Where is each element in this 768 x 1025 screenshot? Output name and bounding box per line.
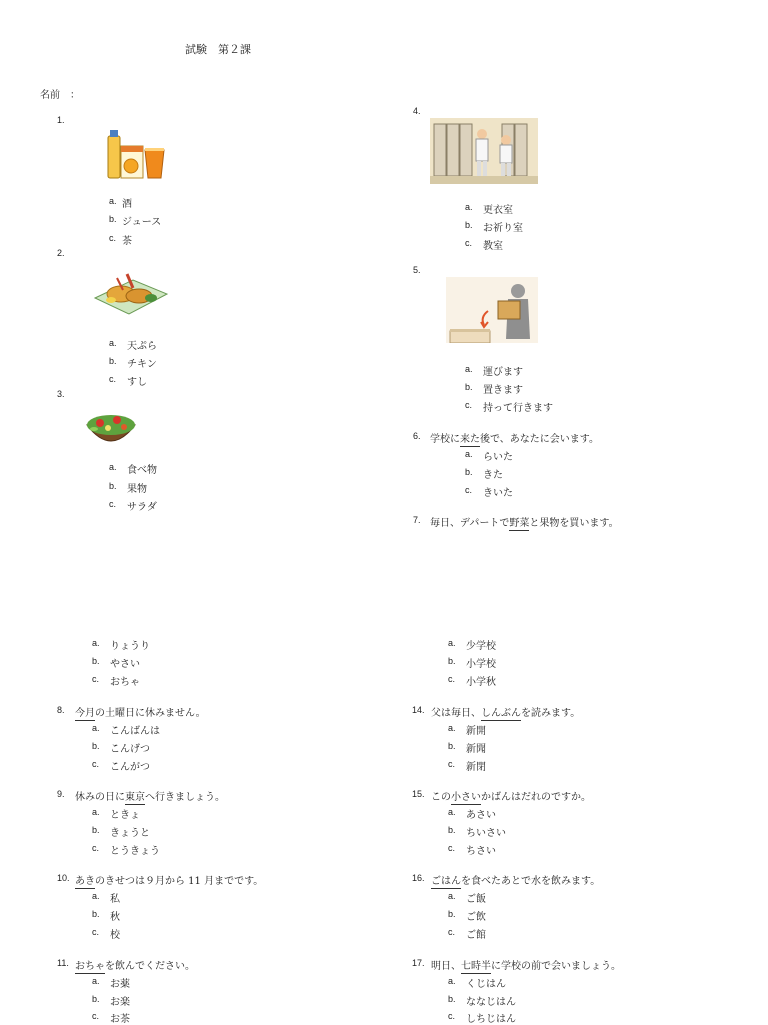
question-number: 17. (412, 958, 425, 968)
question-text: 明日、七時半に学校の前で会いましょう。 (431, 961, 621, 972)
question-text: この小さいかばんはだれのですか。 (431, 792, 591, 803)
target-word: 今月 (75, 708, 95, 719)
target-word: 来た (460, 434, 480, 445)
locker-room-image (430, 118, 538, 184)
option-text: しちじはん (466, 1014, 516, 1025)
question-number: 10. (57, 873, 70, 883)
option-text: 小学校 (466, 659, 496, 670)
option-text: お祈り室 (483, 223, 523, 234)
page-title: 試験 第２課 (185, 43, 251, 56)
question-text: 休みの日に東京へ行きましょう。 (75, 792, 225, 803)
name-label: 名前 ： (40, 90, 80, 101)
option-text: こんがつ (110, 762, 150, 773)
question-number: 2. (57, 248, 65, 258)
option-text: とうきょう (110, 846, 160, 857)
option-text: 教室 (483, 241, 503, 252)
option-text: ジュース (122, 217, 162, 228)
option-text: 果物 (127, 484, 147, 495)
question-text: 毎日、デパートで野菜と果物を買います。 (430, 518, 619, 529)
question-text: おちゃを飲んでください。 (75, 961, 195, 972)
option-text: りょうり (110, 641, 150, 652)
option-text: お薬 (110, 979, 130, 990)
target-word: おちゃ (75, 961, 105, 972)
option-text: 新開 (466, 726, 486, 737)
option-text: 新閉 (466, 762, 486, 773)
option-text: こんばんは (110, 726, 160, 737)
option-text: ちさい (466, 846, 496, 857)
target-word: ごはん (431, 876, 461, 887)
question-number: 6. (413, 431, 421, 441)
option-text: 校 (110, 930, 120, 941)
question-text: ごはんを食べたあとで水を飲みます。 (431, 876, 601, 887)
option-text: 置きます (483, 385, 523, 396)
option-text: 新聞 (466, 744, 486, 755)
option-text: おちゃ (110, 677, 140, 688)
carry-box-image (446, 277, 538, 343)
option-text: 私 (110, 894, 120, 905)
option-text: ご飲 (466, 912, 486, 923)
option-text: やさい (110, 659, 140, 670)
question-text: あきのきせつは９月から 11 月までです。 (75, 876, 264, 887)
option-text: お茶 (110, 1014, 130, 1025)
option-text: ご飯 (466, 894, 486, 905)
question-number: 11. (57, 958, 69, 968)
question-number: 3. (57, 389, 65, 399)
option-text: こんげつ (110, 744, 150, 755)
option-text: 酒 (122, 199, 132, 210)
option-text: すし (127, 377, 147, 388)
question-number: 4. (413, 106, 421, 116)
question-text: 学校に来た後で、あなたに会います。 (430, 434, 599, 445)
question-number: 9. (57, 789, 65, 799)
target-word: 東京 (125, 792, 145, 803)
target-word: 野菜 (509, 518, 530, 529)
question-number: 7. (413, 515, 421, 525)
question-number: 8. (57, 705, 65, 715)
option-text: ちいさい (466, 828, 506, 839)
target-word: あき (75, 876, 95, 887)
option-text: 茶 (122, 236, 132, 247)
question-text: 今月の土曜日に休みません。 (75, 708, 206, 719)
option-text: 運びます (483, 367, 523, 378)
option-text: あさい (466, 810, 496, 821)
target-word: 七時半 (461, 961, 491, 972)
option-text: らいた (483, 452, 513, 463)
tempura-image (93, 268, 169, 320)
option-text: 少学校 (466, 641, 496, 652)
option-text: 更衣室 (483, 205, 513, 216)
option-text: 秋 (110, 912, 120, 923)
target-word: しんぶん (481, 708, 521, 719)
question-number: 1. (57, 115, 65, 125)
question-text: 父は毎日、しんぶんを読みます。 (431, 708, 581, 719)
option-text: お楽 (110, 997, 130, 1008)
option-text: ななじはん (466, 997, 516, 1008)
question-number: 5. (413, 265, 421, 275)
option-text: きた (483, 470, 503, 481)
option-text: サラダ (127, 502, 157, 513)
option-text: きいた (483, 488, 513, 499)
option-text: ご館 (466, 930, 486, 941)
question-number: 15. (412, 789, 425, 799)
option-text: ときょ (110, 810, 140, 821)
option-text: 天ぷら (127, 341, 157, 352)
option-text: 持って行きます (483, 403, 553, 414)
juice-image (104, 128, 168, 184)
option-text: きょうと (110, 828, 150, 839)
salad-image (84, 407, 138, 449)
question-number: 14. (412, 705, 425, 715)
target-word: 小さい (451, 792, 481, 803)
option-text: くじはん (466, 979, 506, 990)
option-text: チキン (127, 359, 157, 370)
question-number: 16. (412, 873, 425, 883)
option-text: 食べ物 (127, 465, 157, 476)
option-text: 小学秋 (466, 677, 496, 688)
